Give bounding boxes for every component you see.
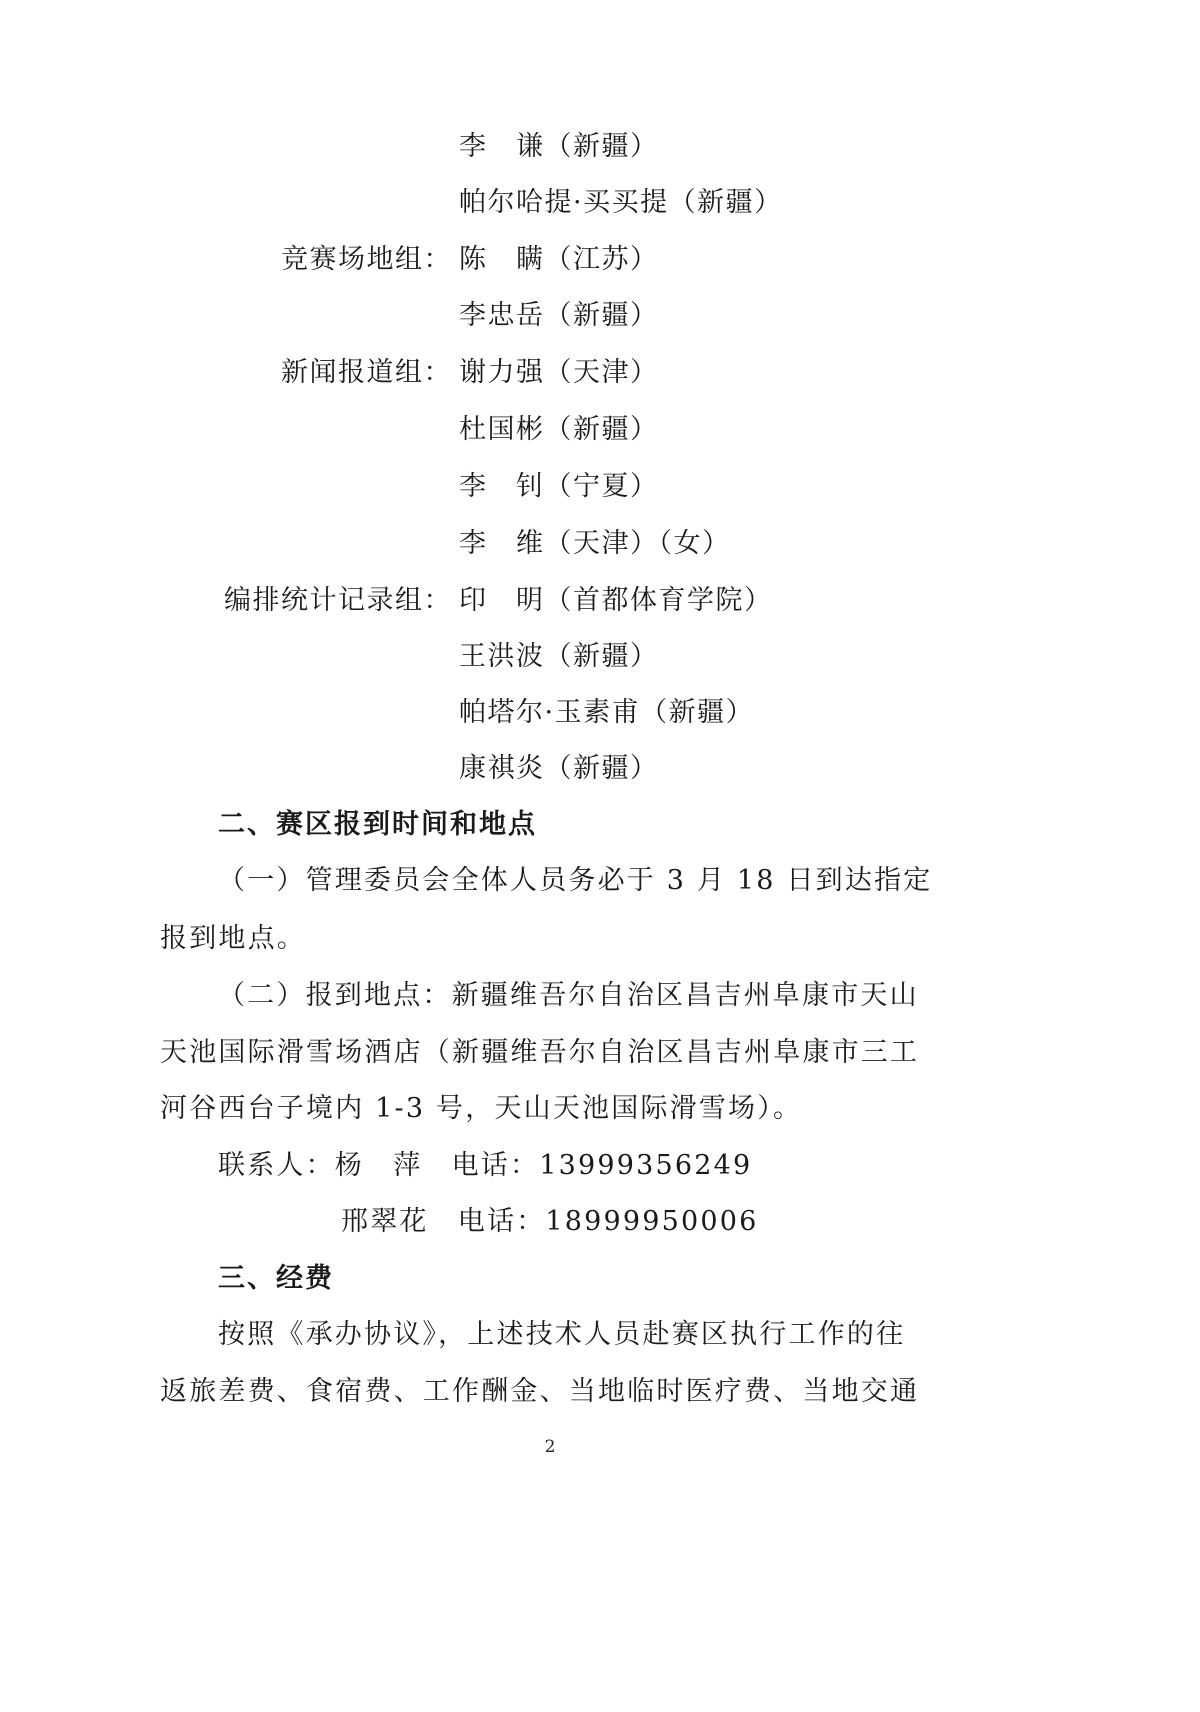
staff-entry: 谢力强（天津） xyxy=(459,357,659,388)
staff-entry: 李 维（天津）（女） xyxy=(459,528,731,559)
paragraph-line: 按照《承办协议》，上述技术人员赴赛区执行工作的往 xyxy=(218,1319,906,1350)
group-label-venue: 竞赛场地组： xyxy=(281,244,452,275)
section-heading: 二、赛区报到时间和地点 xyxy=(218,809,537,840)
group-label-news: 新闻报道组： xyxy=(281,357,452,388)
paragraph-line: 返旅差费、食宿费、工作酬金、当地临时医疗费、当地交通 xyxy=(160,1376,920,1407)
page-number: 2 xyxy=(544,1437,556,1457)
staff-entry: 王洪波（新疆） xyxy=(459,641,659,672)
section-heading: 三、经费 xyxy=(218,1263,334,1294)
paragraph-line: （一）管理委员会全体人员务必于 3 月 18 日到达指定 xyxy=(218,865,933,896)
paragraph-line: （二）报到地点：新疆维吾尔自治区昌吉州阜康市天山 xyxy=(218,980,919,1011)
staff-entry: 李忠岳（新疆） xyxy=(459,300,659,331)
contact-line: 邢翠花 电话：18999950006 xyxy=(341,1206,759,1237)
paragraph-line: 天池国际滑雪场酒店（新疆维吾尔自治区昌吉州阜康市三工 xyxy=(160,1037,920,1068)
staff-entry: 陈 瞒（江苏） xyxy=(459,244,659,275)
paragraph-line: 河谷西台子境内 1-3 号，天山天池国际滑雪场）。 xyxy=(160,1093,803,1124)
staff-entry: 印 明（首都体育学院） xyxy=(459,585,773,616)
staff-entry: 李 谦（新疆） xyxy=(459,131,659,162)
group-label-records: 编排统计记录组： xyxy=(224,585,452,616)
staff-entry: 李 钊（宁夏） xyxy=(459,471,659,502)
paragraph-line: 报到地点。 xyxy=(160,923,306,954)
staff-entry: 帕尔哈提·买买提（新疆） xyxy=(459,187,783,218)
staff-entry: 帕塔尔·玉素甫（新疆） xyxy=(459,697,755,728)
staff-entry: 康祺炎（新疆） xyxy=(459,753,659,784)
contact-line: 联系人：杨 萍 电话：13999356249 xyxy=(218,1150,753,1181)
staff-entry: 杜国彬（新疆） xyxy=(459,414,659,445)
